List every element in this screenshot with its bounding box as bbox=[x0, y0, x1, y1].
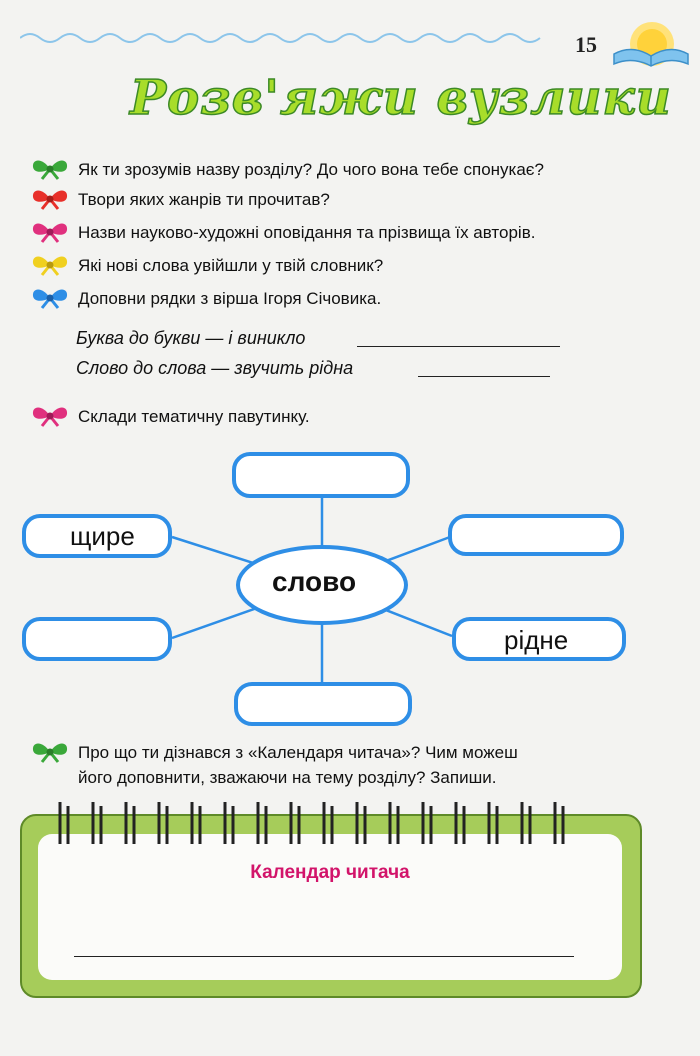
task-text: Склади тематичну павутинку. bbox=[78, 407, 310, 426]
yellow-bow-icon bbox=[30, 253, 70, 277]
task-text: Доповни рядки з вірша Ігоря Січовика. bbox=[78, 289, 382, 308]
sunrise-book-icon bbox=[610, 14, 692, 70]
web-node-left-bottom[interactable] bbox=[22, 617, 172, 661]
calendar-writing-line[interactable] bbox=[74, 956, 574, 957]
task-text: Як ти зрозумів назву розділу? До чого вона тебе спонукає? bbox=[78, 160, 544, 179]
pink-bow-icon bbox=[30, 404, 70, 428]
web-node-right-bottom[interactable] bbox=[452, 617, 626, 661]
calendar-title: Календар читача bbox=[250, 862, 410, 883]
green-bow-icon bbox=[30, 157, 70, 181]
web-node-bottom[interactable] bbox=[234, 682, 412, 726]
web-node-word: щире bbox=[70, 521, 135, 551]
web-node-top[interactable] bbox=[232, 452, 410, 498]
pink-bow-icon bbox=[30, 220, 70, 244]
task-text: Які нові слова увійшли у твій словник? bbox=[78, 256, 384, 275]
poem-line-1: Буква до букви — і виникло bbox=[76, 328, 306, 348]
task-text: Твори яких жанрів ти прочитав? bbox=[78, 190, 330, 209]
decorative-wave-line bbox=[20, 28, 550, 48]
green-bow-icon bbox=[30, 740, 70, 764]
web-node-right-top[interactable] bbox=[448, 514, 624, 556]
page-title: Розв'яжи вузлики bbox=[130, 70, 672, 126]
web-node-word: рідне bbox=[504, 625, 569, 655]
poem-blank-line-2[interactable] bbox=[418, 376, 550, 377]
task-text-line-2: його доповнити, зважаючи на тему розділу? Запиши. bbox=[78, 768, 497, 787]
red-bow-icon bbox=[30, 187, 70, 211]
task-text-line-1: Про що ти дізнався з «Календаря читача»? Чим можеш bbox=[78, 743, 518, 762]
page-number: 15 bbox=[575, 32, 597, 57]
calendar-notepad bbox=[38, 834, 622, 980]
poem-line-2: Слово до слова — звучить рідна bbox=[76, 358, 354, 378]
web-node-left-top[interactable] bbox=[22, 514, 172, 558]
task-text: Назви науково-художні оповідання та прізвища їх авторів. bbox=[78, 223, 536, 242]
poem-blank-line-1[interactable] bbox=[357, 346, 560, 347]
blue-bow-icon bbox=[30, 286, 70, 310]
spiral-binding-icon bbox=[40, 800, 600, 850]
web-center-word: слово bbox=[272, 566, 357, 597]
